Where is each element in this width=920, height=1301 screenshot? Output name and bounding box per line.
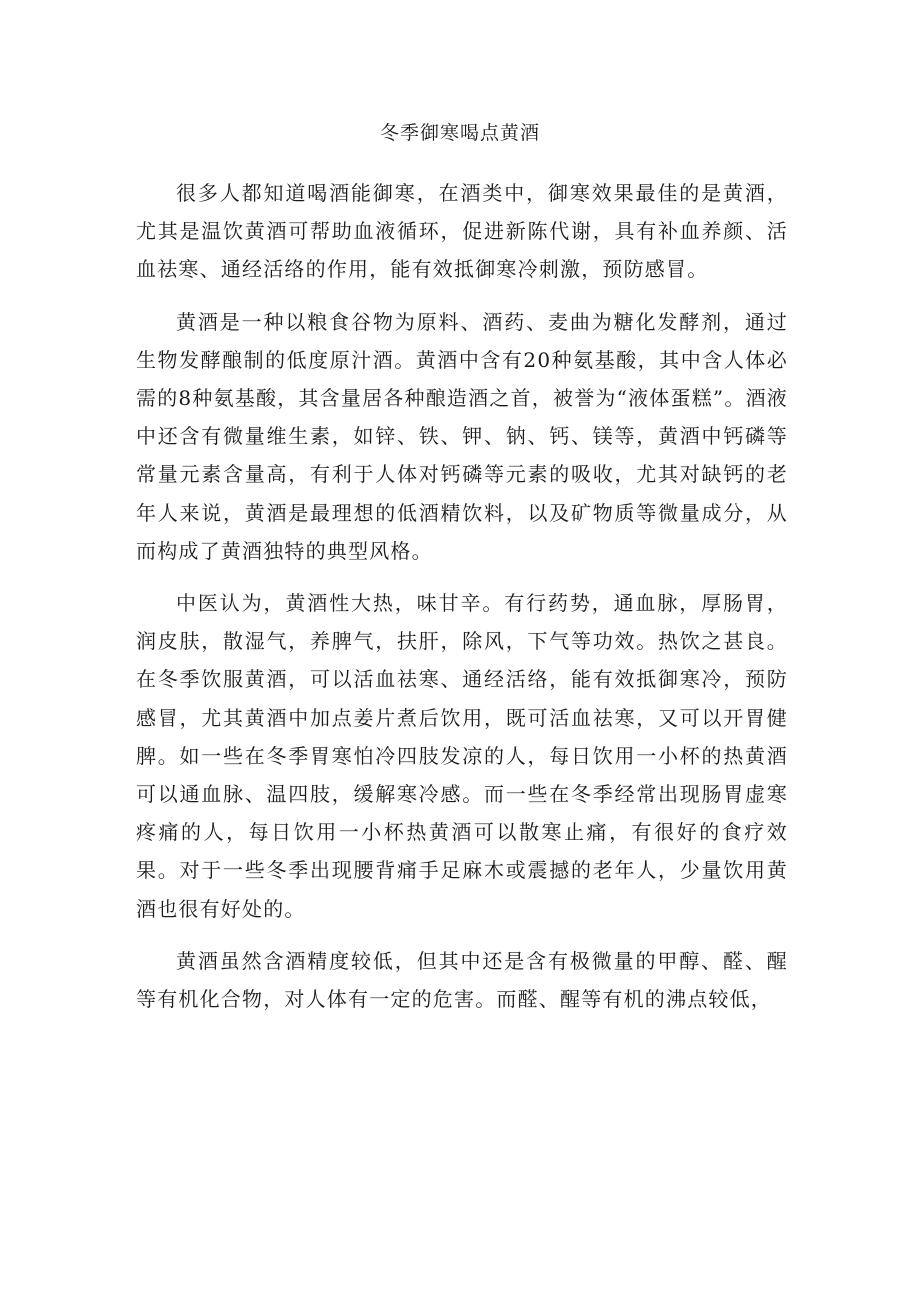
paragraph-caution: 黄酒虽然含酒精度较低，但其中还是含有极微量的甲醇、醛、醒等有机化合物，对人体有一定的危害。而醛、醒等有机的沸点较低， [136, 948, 788, 1012]
paragraph-nutrition: 黄酒是一种以粮食谷物为原料、酒药、麦曲为糖化发酵剂，通过生物发酵酿制的低度原汁酒。黄酒中含有20种氨基酸，其中含人体必需的8种氨基酸，其含量居各种酿造酒之首，被誉为“液体蛋糕”。酒液中还含有微量维生素，如锌、铁、钾、钠、钙、镁等，黄酒中钙磷等常量元素含量高，有利于人体对钙磷等元素的吸收，尤其对缺钙的老年人来说，黄酒是最理想的低酒精饮料，以及矿物质等微量成分，从而构成了黄酒独特的典型风格。 [136, 309, 788, 563]
document-title: 冬季御寒喝点黄酒 [379, 122, 540, 144]
document-body [136, 174, 788, 1032]
paragraph-intro: 很多人都知道喝酒能御寒，在酒类中，御寒效果最佳的是黄酒，尤其是温饮黄酒可帮助血液循环，促进新陈代谢，具有补血养颜、活血祛寒、通经活络的作用，能有效抵御寒冷刺激，预防感冒。 [136, 181, 788, 282]
paragraph-tcm: 中医认为，黄酒性大热，味甘辛。有行药势，通血脉，厚肠胃，润皮肤，散湿气，养脾气，扶肝，除风，下气等功效。热饮之甚良。在冬季饮服黄酒，可以活血祛寒、通经活络，能有效抵御寒冷，预防感冒，尤其黄酒中加点姜片煮后饮用，既可活血祛寒，又可以开胃健脾。如一些在冬季胃寒怕冷四肢发凉的人，每日饮用一小杯的热黄酒可以通血脉、温四肢，缓解寒冷感。而一些在冬季经常出现肠胃虚寒疼痛的人，每日饮用一小杯热黄酒可以散寒止痛，有很好的食疗效果。对于一些冬季出现腰背痛手足麻木或震撼的老年人，少量饮用黄酒也很有好处的。 [136, 591, 788, 921]
